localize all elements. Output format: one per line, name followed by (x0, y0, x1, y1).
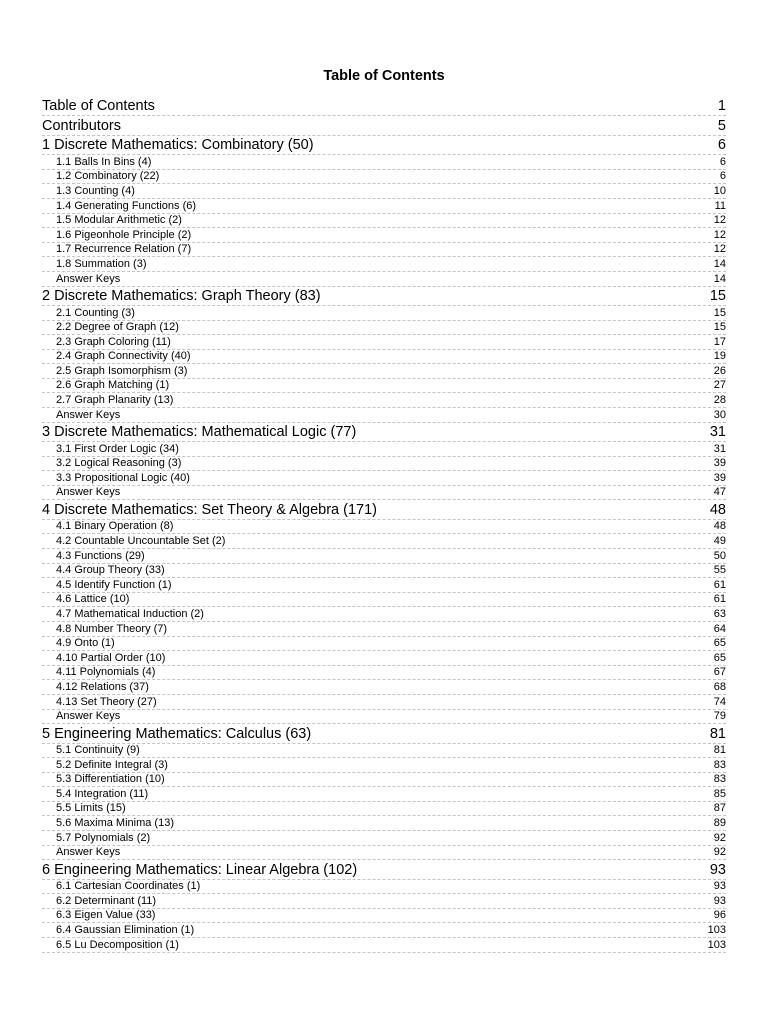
toc-entry-title: 3 Discrete Mathematics: Mathematical Logic (77) (42, 424, 357, 441)
toc-section-row[interactable] (42, 710, 726, 725)
toc-section-row[interactable] (42, 787, 726, 802)
toc-entry-title: 6.4 Gaussian Elimination (1) (56, 924, 195, 937)
toc-entry-page: 61 (713, 593, 726, 606)
toc-section-row[interactable] (42, 923, 726, 938)
toc-entry-page: 47 (713, 486, 726, 499)
toc-chapter-row[interactable] (42, 860, 726, 879)
toc-entry-page: 6 (719, 155, 726, 168)
toc-section-row[interactable] (42, 758, 726, 773)
toc-entry-title: 1.6 Pigeonhole Principle (2) (56, 228, 192, 241)
toc-entry-page: 11 (714, 199, 726, 212)
toc-entry-page: 68 (713, 680, 726, 693)
toc-section-row[interactable] (42, 773, 726, 788)
toc-section-row[interactable] (42, 257, 726, 272)
toc-entry-title: Answer Keys (56, 272, 121, 285)
toc-entry-title: 1.2 Combinatory (22) (56, 170, 160, 183)
toc-entry-page: 96 (713, 909, 726, 922)
toc-entry-page: 64 (713, 622, 726, 635)
toc-entry-page: 93 (709, 861, 726, 878)
toc-section-row[interactable] (42, 938, 726, 953)
toc-entry-title: 4.9 Onto (1) (56, 637, 115, 650)
toc-section-row[interactable] (42, 680, 726, 695)
toc-entry-page: 31 (709, 424, 726, 441)
toc-section-row[interactable] (42, 909, 726, 924)
toc-entry-title: 4 Discrete Mathematics: Set Theory & Algebra (171) (42, 501, 377, 518)
toc-entry-title: 1 Discrete Mathematics: Combinatory (50) (42, 137, 314, 154)
toc-entry-page: 81 (713, 744, 726, 757)
toc-section-row[interactable] (42, 549, 726, 564)
toc-entry-page: 10 (713, 184, 726, 197)
toc-section-row[interactable] (42, 695, 726, 710)
toc-entry-title: 4.2 Countable Uncountable Set (2) (56, 535, 226, 547)
toc-section-row[interactable] (42, 321, 726, 336)
toc-entry-title: 5.2 Definite Integral (3) (56, 758, 168, 771)
toc-section-row[interactable] (42, 350, 726, 365)
toc-entry-title: 4.4 Group Theory (33) (56, 564, 165, 577)
toc-entry-page: 12 (713, 228, 726, 241)
toc-entry-page: 85 (713, 787, 726, 800)
toc-list (42, 97, 726, 953)
toc-entry-title: 1.5 Modular Arithmetic (2) (56, 214, 182, 227)
toc-entry-title: Table of Contents (42, 98, 155, 115)
toc-entry-title: 1.7 Recurrence Relation (7) (56, 243, 192, 256)
toc-entry-title: 1.1 Balls In Bins (4) (56, 155, 152, 168)
toc-section-row[interactable] (42, 243, 726, 258)
toc-section-row[interactable] (42, 880, 726, 895)
toc-entry-page: 6 (719, 170, 726, 183)
toc-entry-page: 63 (713, 607, 726, 620)
toc-section-row[interactable] (42, 666, 726, 681)
toc-section-row[interactable] (42, 637, 726, 652)
toc-entry-title: 2.6 Graph Matching (1) (56, 379, 170, 392)
toc-entry-page: 14 (713, 272, 726, 285)
toc-entry-page: 48 (709, 501, 726, 518)
toc-entry-page: 83 (713, 758, 726, 771)
toc-entry-page: 15 (709, 287, 726, 304)
toc-section-row[interactable] (42, 486, 726, 501)
toc-section-row[interactable] (42, 335, 726, 350)
toc-chapter-row[interactable] (42, 423, 726, 442)
toc-entry-title: 6.5 Lu Decomposition (1) (56, 938, 179, 951)
toc-entry-page: 92 (713, 831, 726, 844)
toc-chapter-row[interactable] (42, 136, 726, 155)
toc-entry-title: 6.2 Determinant (11) (56, 894, 157, 907)
toc-entry-title: Answer Keys (56, 486, 121, 499)
toc-entry-page: 103 (707, 938, 726, 951)
toc-entry-title: 4.11 Polynomials (4) (56, 666, 156, 679)
toc-entry-page: 67 (713, 666, 726, 679)
toc-section-row[interactable] (42, 228, 726, 243)
toc-section-row[interactable] (42, 393, 726, 408)
toc-section-row[interactable] (42, 379, 726, 394)
toc-section-row[interactable] (42, 272, 726, 287)
toc-section-row[interactable] (42, 457, 726, 472)
toc-entry-page: 55 (713, 564, 726, 577)
toc-entry-title: 5.7 Polynomials (2) (56, 831, 151, 844)
toc-section-row[interactable] (42, 199, 726, 214)
toc-entry-title: 4.1 Binary Operation (8) (56, 520, 174, 533)
toc-section-row[interactable] (42, 578, 726, 593)
toc-entry-title: Answer Keys (56, 710, 121, 723)
toc-entry-page: 28 (713, 394, 726, 407)
toc-entry-title: 6.1 Cartesian Coordinates (1) (56, 880, 201, 893)
toc-entry-title: 6.3 Eigen Value (33) (56, 909, 156, 922)
toc-chapter-row[interactable] (42, 724, 726, 743)
toc-entry-page: 93 (713, 880, 726, 893)
page-title: Table of Contents (323, 68, 445, 84)
toc-chapter-row[interactable] (42, 97, 726, 116)
toc-entry-page: 12 (713, 243, 726, 256)
toc-entry-page: 89 (713, 817, 726, 830)
toc-entry-title: 4.7 Mathematical Induction (2) (56, 607, 204, 620)
toc-entry-page: 87 (713, 802, 726, 815)
toc-section-row[interactable] (42, 408, 726, 423)
toc-entry-title: 2.4 Graph Connectivity (40) (56, 350, 191, 363)
toc-entry-page: 79 (713, 710, 726, 723)
toc-entry-title: 5 Engineering Mathematics: Calculus (63) (42, 725, 312, 742)
toc-section-row[interactable] (42, 894, 726, 909)
toc-entry-page: 74 (713, 695, 726, 708)
toc-entry-page: 15 (713, 321, 726, 334)
toc-section-row[interactable] (42, 155, 726, 170)
toc-entry-title: 5.3 Differentiation (10) (56, 773, 165, 786)
toc-section-row[interactable] (42, 651, 726, 666)
toc-entry-title: 4.12 Relations (37) (56, 680, 149, 693)
toc-entry-page: 19 (713, 350, 726, 363)
toc-entry-page: 26 (713, 364, 726, 377)
toc-entry-page: 1 (717, 98, 726, 115)
toc-entry-title: 1.4 Generating Functions (6) (56, 199, 197, 212)
toc-entry-title: 3.3 Propositional Logic (40) (56, 471, 190, 484)
toc-entry-page: 30 (713, 408, 726, 421)
toc-entry-title: 1.8 Summation (3) (56, 257, 147, 270)
toc-chapter-row[interactable] (42, 116, 726, 135)
toc-section-row[interactable] (42, 816, 726, 831)
toc-entry-page: 81 (709, 725, 726, 742)
toc-entry-page: 49 (713, 535, 726, 547)
toc-section-row[interactable] (42, 364, 726, 379)
toc-entry-title: Answer Keys (56, 846, 121, 859)
toc-entry-title: 4.5 Identify Function (1) (56, 578, 172, 591)
toc-entry-title: 1.3 Counting (4) (56, 184, 135, 197)
toc-entry-page: 6 (717, 137, 726, 154)
toc-section-row[interactable] (42, 564, 726, 579)
toc-section-row[interactable] (42, 471, 726, 486)
toc-entry-page: 5 (717, 117, 726, 134)
toc-entry-page: 39 (713, 457, 726, 470)
toc-entry-title: Answer Keys (56, 408, 121, 421)
toc-entry-title: 4.6 Lattice (10) (56, 593, 130, 606)
toc-entry-title: 2 Discrete Mathematics: Graph Theory (83) (42, 287, 321, 304)
toc-entry-title: 5.6 Maxima Minima (13) (56, 817, 174, 830)
toc-entry-title: 2.3 Graph Coloring (11) (56, 335, 171, 348)
toc-entry-page: 14 (713, 257, 726, 270)
toc-section-row[interactable] (42, 744, 726, 759)
toc-chapter-row[interactable] (42, 287, 726, 306)
toc-entry-title: 2.1 Counting (3) (56, 306, 135, 319)
toc-section-row[interactable] (42, 593, 726, 608)
toc-section-row[interactable] (42, 306, 726, 321)
toc-section-row[interactable] (42, 184, 726, 199)
toc-section-row[interactable] (42, 534, 726, 549)
toc-entry-title: 4.10 Partial Order (10) (56, 651, 166, 664)
toc-entry-page: 12 (713, 214, 726, 227)
toc-entry-page: 17 (713, 335, 726, 348)
toc-entry-page: 61 (713, 578, 726, 591)
toc-section-row[interactable] (42, 802, 726, 817)
toc-entry-title: 4.8 Number Theory (7) (56, 622, 168, 635)
toc-section-row[interactable] (42, 442, 726, 457)
toc-section-row[interactable] (42, 520, 726, 535)
toc-entry-page: 31 (713, 442, 726, 455)
toc-section-row[interactable] (42, 170, 726, 185)
toc-entry-page: 93 (713, 894, 726, 907)
toc-section-row[interactable] (42, 607, 726, 622)
toc-entry-title: 5.5 Limits (15) (56, 802, 126, 815)
toc-chapter-row[interactable] (42, 500, 726, 519)
toc-entry-page: 48 (713, 520, 726, 533)
toc-entry-page: 103 (707, 924, 726, 937)
toc-entry-title: 6 Engineering Mathematics: Linear Algebra (102) (42, 861, 358, 878)
toc-entry-title: 4.3 Functions (29) (56, 549, 145, 562)
toc-entry-page: 39 (713, 471, 726, 484)
toc-entry-title: 5.1 Continuity (9) (56, 744, 140, 757)
toc-section-row[interactable] (42, 831, 726, 846)
toc-entry-page: 27 (713, 379, 726, 392)
toc-entry-title: 4.13 Set Theory (27) (56, 695, 157, 708)
toc-section-row[interactable] (42, 214, 726, 229)
toc-entry-page: 15 (713, 306, 726, 319)
toc-entry-page: 92 (713, 846, 726, 859)
toc-entry-page: 65 (713, 651, 726, 664)
toc-entry-title: 2.7 Graph Planarity (13) (56, 394, 174, 407)
toc-entry-title: 2.2 Degree of Graph (12) (56, 321, 179, 334)
toc-entry-page: 50 (713, 549, 726, 562)
toc-entry-title: 3.1 First Order Logic (34) (56, 442, 179, 455)
toc-entry-title: 3.2 Logical Reasoning (3) (56, 457, 182, 470)
toc-entry-title: 5.4 Integration (11) (56, 787, 149, 800)
toc-section-row[interactable] (42, 622, 726, 637)
toc-entry-title: Contributors (42, 117, 121, 134)
toc-entry-page: 65 (713, 637, 726, 650)
toc-entry-title: 2.5 Graph Isomorphism (3) (56, 364, 188, 377)
toc-section-row[interactable] (42, 846, 726, 861)
toc-entry-page: 83 (713, 773, 726, 786)
